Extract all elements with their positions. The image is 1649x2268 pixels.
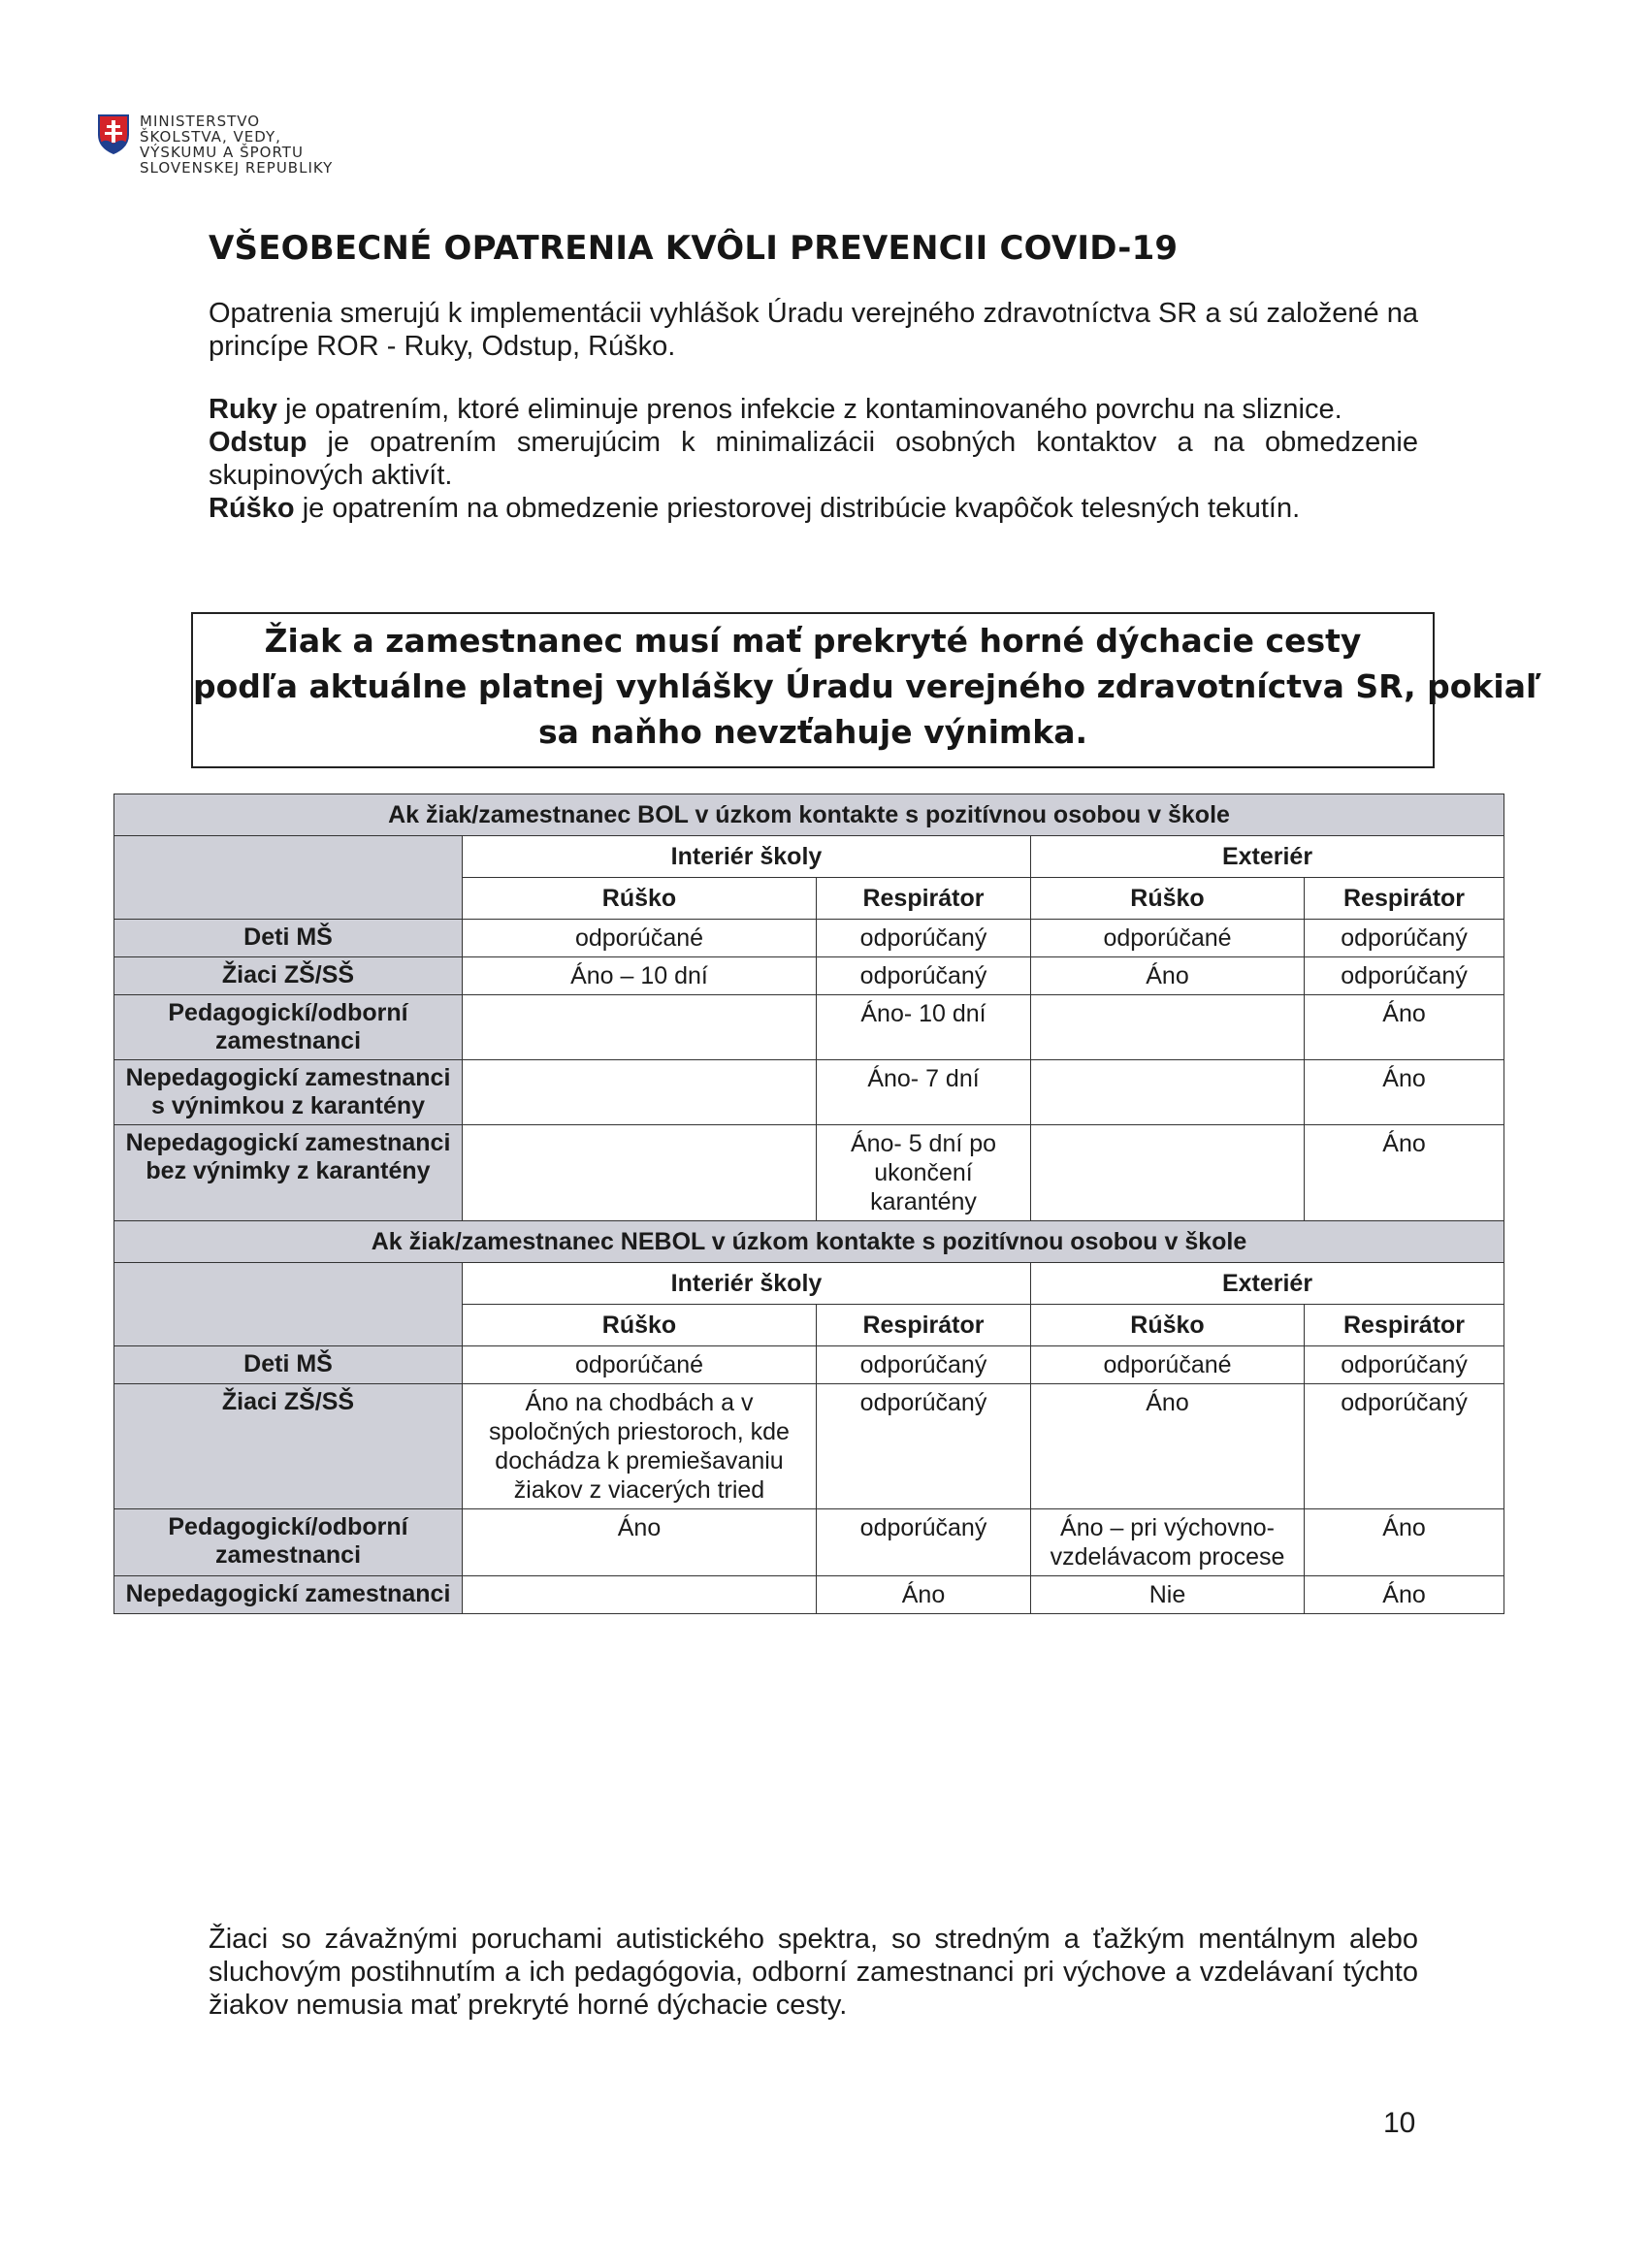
table-cell — [463, 1060, 817, 1125]
table-row — [114, 1060, 1504, 1125]
row-label: Pedagogickí/odborní zamestnanci — [114, 1509, 463, 1576]
table-row — [114, 920, 1504, 957]
row-label: Nepedagogickí zamestnanci — [114, 1576, 463, 1614]
table-cell: Áno – pri výchovno-vzdelávacom procese — [1031, 1509, 1305, 1576]
notice-line: sa naňho nevzťahuje výnimka. — [537, 713, 1088, 751]
table-row — [114, 1346, 1504, 1384]
row-label: Pedagogickí/odborní zamestnanci — [114, 995, 463, 1060]
table-row — [114, 1509, 1504, 1576]
col-respirator-interior: Respirátor — [817, 1305, 1031, 1346]
measures-table — [113, 794, 1504, 1614]
corner-cell — [114, 1263, 463, 1346]
table-cell — [1031, 1060, 1305, 1125]
table-row — [114, 1125, 1504, 1221]
definition-text: je opatrením na obmedzenie priestorovej distribúcie kvapôčok telesných tekutín. — [294, 493, 1301, 524]
definition-term: Odstup — [209, 427, 307, 458]
col-respirator-exterior: Respirátor — [1305, 1305, 1504, 1346]
table-cell: Áno – 10 dní — [463, 957, 817, 995]
definition-odstup — [209, 426, 1418, 492]
ministry-line: SLOVENSKEJ REPUBLIKY — [140, 159, 334, 177]
page-title: VŠEOBECNÉ OPATRENIA KVÔLI PREVENCII COVID-19 — [209, 229, 1179, 268]
slovak-coat-of-arms-icon — [97, 113, 130, 154]
col-respirator-exterior: Respirátor — [1305, 878, 1504, 920]
mandatory-notice-box — [191, 612, 1541, 768]
table-row — [114, 1576, 1504, 1614]
row-label: Deti MŠ — [114, 1346, 463, 1384]
table-cell: Áno- 10 dní — [817, 995, 1031, 1060]
group-interior: Interiér školy — [463, 836, 1031, 878]
table-cell: odporúčaný — [817, 957, 1031, 995]
table-cell: odporúčané — [1031, 920, 1305, 957]
table-cell: odporúčaný — [1305, 920, 1504, 957]
row-label: Nepedagogickí zamestnanci bez výnimky z karantény — [114, 1125, 463, 1221]
table-row — [114, 957, 1504, 995]
page-number: 10 — [1383, 2107, 1416, 2139]
table-cell: odporúčaný — [817, 920, 1031, 957]
table-cell: Áno — [1305, 1576, 1504, 1614]
group-header-row — [114, 1263, 1504, 1305]
ministry-name — [140, 113, 333, 176]
group-exterior: Exteriér — [1031, 836, 1504, 878]
section-heading-no-contact: Ak žiak/zamestnanec NEBOL v úzkom kontakte s pozitívnou osobou v škole — [114, 1221, 1504, 1263]
row-label: Žiaci ZŠ/SŠ — [114, 957, 463, 995]
table-cell: Áno — [817, 1576, 1031, 1614]
table-row — [114, 995, 1504, 1060]
table-cell — [463, 1125, 817, 1221]
definition-term: Rúško — [209, 493, 295, 524]
table-cell — [1031, 995, 1305, 1060]
corner-cell — [114, 836, 463, 920]
table-cell: odporúčaný — [1305, 957, 1504, 995]
col-mask-exterior: Rúško — [1031, 1305, 1305, 1346]
ministry-line: ŠKOLSTVA, VEDY, — [140, 128, 281, 146]
table-cell: Áno- 5 dní po ukončení karantény — [817, 1125, 1031, 1221]
section-header-row — [114, 794, 1504, 836]
group-header-row — [114, 836, 1504, 878]
col-mask-interior: Rúško — [463, 878, 817, 920]
table-cell: Áno — [1305, 1060, 1504, 1125]
table-cell: odporúčaný — [817, 1384, 1031, 1509]
row-label: Žiaci ZŠ/SŠ — [114, 1384, 463, 1509]
definition-ruky — [209, 393, 1418, 426]
ministry-line: MINISTERSTVO — [140, 113, 261, 130]
row-label: Deti MŠ — [114, 920, 463, 957]
col-mask-exterior: Rúško — [1031, 878, 1305, 920]
notice-line: Žiak a zamestnanec musí mať prekryté horné dýchacie cesty — [264, 622, 1362, 660]
exemption-paragraph: Žiaci so závažnými poruchami autistického spektra, so stredným a ťažkým mentálnym alebo sluchovým postihnutím a ich pedagógovia, odborní zamestnanci pri výchove a vzdelávaní týchto žiakov nemusia mať prekryté horné dýchacie cesty. — [209, 1924, 1418, 2021]
definition-term: Ruky — [209, 394, 277, 425]
col-respirator-interior: Respirátor — [817, 878, 1031, 920]
definition-text: je opatrením smerujúcim k minimalizácii osobných kontaktov a na obmedzenie skupinových aktivít. — [209, 427, 1418, 491]
col-mask-interior: Rúško — [463, 1305, 817, 1346]
table-row — [114, 1384, 1504, 1509]
table-cell: odporúčaný — [1305, 1346, 1504, 1384]
table-cell: odporúčaný — [1305, 1384, 1504, 1509]
table-cell: Áno — [1305, 1125, 1504, 1221]
section-heading-contact: Ak žiak/zamestnanec BOL v úzkom kontakte s pozitívnou osobou v škole — [114, 794, 1504, 836]
table-cell: Áno na chodbách a v spoločných priestoroch, kde dochádza k premiešavaniu žiakov z viacerých tried — [463, 1384, 817, 1509]
table-cell: Áno — [1031, 1384, 1305, 1509]
table-cell: Áno — [1031, 957, 1305, 995]
table-cell: Áno — [463, 1509, 817, 1576]
table-cell: Áno — [1305, 995, 1504, 1060]
group-exterior: Exteriér — [1031, 1263, 1504, 1305]
table-cell: odporúčaný — [817, 1509, 1031, 1576]
table-cell: odporúčané — [1031, 1346, 1305, 1384]
section-header-row — [114, 1221, 1504, 1263]
definitions — [209, 393, 1418, 525]
table-cell: Nie — [1031, 1576, 1305, 1614]
ministry-logo — [97, 113, 333, 176]
row-label: Nepedagogickí zamestnanci s výnimkou z karantény — [114, 1060, 463, 1125]
table-cell — [463, 1576, 817, 1614]
table-cell: Áno — [1305, 1509, 1504, 1576]
definition-rusko — [209, 492, 1418, 525]
table-cell — [1031, 1125, 1305, 1221]
intro-paragraph: Opatrenia smerujú k implementácii vyhlášok Úradu verejného zdravotníctva SR a sú založené na princípe ROR - Ruky, Odstup, Rúško. — [209, 298, 1418, 362]
table-cell: odporúčané — [463, 1346, 817, 1384]
definition-text: je opatrením, ktoré eliminuje prenos infekcie z kontaminovaného povrchu na sliznice. — [276, 394, 1342, 425]
notice-line: podľa aktuálne platnej vyhlášky Úradu verejného zdravotníctva SR, pokiaľ — [193, 667, 1541, 705]
table-cell: odporúčaný — [817, 1346, 1031, 1384]
table-cell: Áno- 7 dní — [817, 1060, 1031, 1125]
table-cell — [463, 995, 817, 1060]
ministry-line: VÝSKUMU A ŠPORTU — [140, 144, 304, 161]
group-interior: Interiér školy — [463, 1263, 1031, 1305]
table-cell: odporúčané — [463, 920, 817, 957]
